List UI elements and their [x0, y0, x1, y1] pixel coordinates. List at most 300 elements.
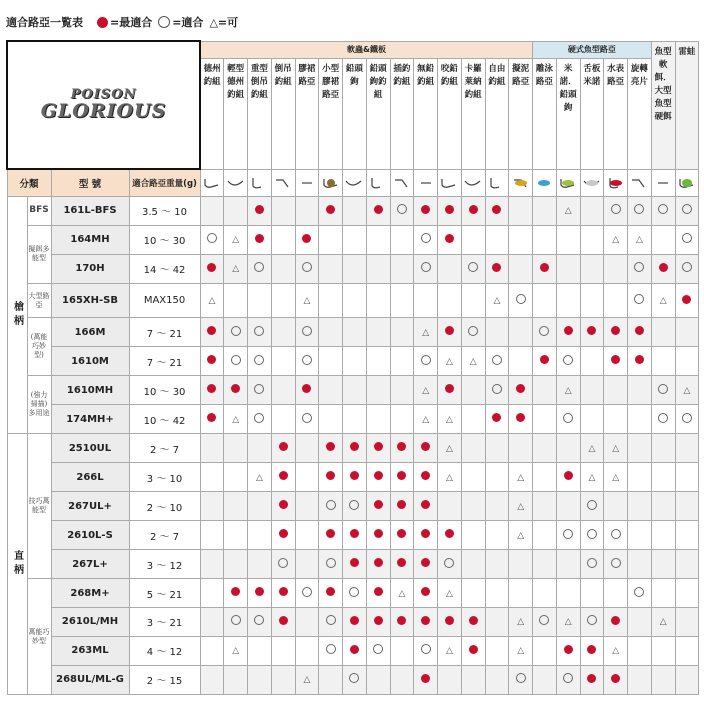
- best-marker-icon: [302, 384, 311, 393]
- mark-cell: [343, 550, 367, 579]
- mark-cell: [319, 434, 343, 463]
- mark-cell: [271, 550, 295, 579]
- mark-cell: [438, 197, 462, 226]
- ok-marker-icon: [231, 615, 241, 625]
- mark-cell: [343, 254, 367, 283]
- mark-cell: [366, 254, 390, 283]
- best-marker-icon: [255, 205, 264, 214]
- mark-cell: [461, 318, 485, 347]
- mark-cell: [485, 665, 509, 694]
- mark-cell: [651, 318, 675, 347]
- ok-marker-icon: [587, 529, 597, 539]
- best-marker-icon: [469, 645, 478, 654]
- best-marker-icon: [231, 384, 240, 393]
- best-marker-icon: [397, 500, 406, 509]
- mark-cell: [580, 636, 604, 665]
- table-row: [7, 608, 699, 637]
- best-marker-icon: [374, 500, 383, 509]
- model-cell: 1610MH: [51, 376, 129, 405]
- mark-cell: [485, 405, 509, 434]
- mark-cell: [580, 579, 604, 608]
- lure-icon-cell: [271, 169, 295, 197]
- mark-cell: [319, 318, 343, 347]
- best-marker-icon: [682, 295, 691, 304]
- weight-cell: 10 ～ 42: [129, 405, 200, 434]
- mark-cell: [414, 492, 438, 521]
- subgroup-label: (萬能巧妙型): [27, 318, 51, 376]
- mark-cell: [414, 225, 438, 254]
- page-title: 適合路亞一覧表: [6, 16, 83, 29]
- header-icon-row: [7, 169, 699, 197]
- mark-cell: [556, 492, 580, 521]
- mark-cell: [651, 550, 675, 579]
- lure-column-header: 倒吊釣組: [271, 58, 295, 169]
- category-header: 分類: [7, 169, 51, 197]
- header-group-row: [7, 41, 699, 58]
- ok-marker-icon: [207, 233, 217, 243]
- possible-marker-icon: △: [659, 617, 667, 628]
- mark-cell: [628, 665, 652, 694]
- possible-marker-icon: △: [232, 264, 240, 275]
- lure-icon-cell: [675, 169, 699, 197]
- mark-cell: [628, 579, 652, 608]
- best-marker-icon: [279, 616, 288, 625]
- possible-marker-icon: △: [517, 646, 525, 657]
- possible-marker-icon: △: [564, 617, 572, 628]
- best-marker-icon: [587, 645, 596, 654]
- jig-head-rig-icon: [368, 175, 388, 191]
- best-marker-icon: [421, 471, 430, 480]
- mark-cell: [295, 492, 319, 521]
- mark-cell: [295, 405, 319, 434]
- ok-marker-icon: [587, 500, 597, 510]
- mark-cell: [580, 197, 604, 226]
- table-row: [7, 579, 699, 608]
- mark-cell: [461, 197, 485, 226]
- best-marker-icon: [350, 442, 359, 451]
- mark-cell: [295, 579, 319, 608]
- possible-marker-icon: △: [659, 296, 667, 307]
- mark-cell: [414, 405, 438, 434]
- mark-cell: [509, 376, 533, 405]
- weight-cell: 2 ～ 10: [129, 492, 200, 521]
- mark-cell: [533, 579, 557, 608]
- mark-cell: [390, 376, 414, 405]
- mark-cell: [295, 550, 319, 579]
- logo-line-1: POISON: [70, 87, 137, 103]
- mark-cell: [438, 608, 462, 637]
- table-row: [7, 636, 699, 665]
- ok-marker-icon: [421, 233, 431, 243]
- mark-cell: [675, 283, 699, 317]
- ok-marker-icon: [587, 558, 597, 568]
- mark-cell: [533, 665, 557, 694]
- mark-cell: [675, 665, 699, 694]
- mark-cell: [438, 254, 462, 283]
- possible-marker-icon: △: [564, 206, 572, 217]
- model-cell: 268M+: [51, 579, 129, 608]
- best-marker-icon: [255, 234, 264, 243]
- mark-cell: [200, 347, 224, 376]
- mark-cell: [200, 318, 224, 347]
- mark-cell: [533, 434, 557, 463]
- lure-column-header: 旋轉亮片: [628, 58, 652, 169]
- mark-cell: [533, 521, 557, 550]
- lure-icon-cell: [319, 169, 343, 197]
- mark-cell: [556, 550, 580, 579]
- mark-cell: [319, 405, 343, 434]
- best-marker-icon: [326, 442, 335, 451]
- rubber-jig-icon: [297, 175, 317, 191]
- mark-cell: [438, 492, 462, 521]
- mark-cell: [580, 665, 604, 694]
- model-cell: 164MH: [51, 225, 129, 254]
- mark-cell: [271, 347, 295, 376]
- lure-column-header: 德州釣組: [200, 58, 224, 169]
- light-texas-rig-icon: [226, 175, 246, 191]
- ok-marker-icon: [539, 615, 549, 625]
- mark-cell: [556, 197, 580, 226]
- mark-cell: [390, 665, 414, 694]
- logo-line-2: GLORIOUS: [40, 99, 167, 122]
- best-marker-icon: [421, 558, 430, 567]
- mark-cell: [414, 254, 438, 283]
- mark-cell: [343, 521, 367, 550]
- mark-cell: [224, 347, 248, 376]
- mark-cell: [200, 463, 224, 492]
- mark-cell: [200, 550, 224, 579]
- mark-cell: [390, 254, 414, 283]
- mark-cell: [248, 376, 272, 405]
- table-row: [7, 347, 699, 376]
- mark-cell: [414, 550, 438, 579]
- possible-marker-icon: △: [422, 327, 430, 338]
- best-marker-icon: [445, 326, 454, 335]
- mark-cell: [580, 434, 604, 463]
- lure-column-header: 卡羅萊納釣組: [461, 58, 485, 169]
- mark-cell: [461, 550, 485, 579]
- mark-cell: [366, 405, 390, 434]
- mark-cell: [343, 608, 367, 637]
- mark-cell: [628, 225, 652, 254]
- mark-cell: [366, 579, 390, 608]
- best-marker-icon: [564, 471, 573, 480]
- mark-cell: [248, 254, 272, 283]
- mark-cell: [533, 318, 557, 347]
- mark-cell: [366, 550, 390, 579]
- mark-cell: [651, 636, 675, 665]
- possible-marker-icon: △: [612, 443, 620, 454]
- possible-marker-icon: △: [469, 356, 477, 367]
- mark-cell: [604, 376, 628, 405]
- best-marker-icon: [611, 326, 620, 335]
- mark-cell: [556, 665, 580, 694]
- lure-icon-cell: [438, 169, 462, 197]
- legend-best-label: =最適合: [110, 16, 153, 29]
- mark-cell: [461, 283, 485, 317]
- table-row: [7, 550, 699, 579]
- ok-marker-icon: [468, 326, 478, 336]
- ok-marker-icon: [563, 673, 573, 683]
- mark-cell: [200, 376, 224, 405]
- swimbait-icon: [534, 175, 554, 191]
- mark-cell: [200, 665, 224, 694]
- mark-cell: [556, 608, 580, 637]
- mark-cell: [248, 608, 272, 637]
- mark-cell: [271, 608, 295, 637]
- lure-column-header: 舌板米諾: [580, 58, 604, 169]
- mark-cell: [319, 608, 343, 637]
- mark-cell: [675, 608, 699, 637]
- mark-cell: [651, 492, 675, 521]
- model-cell: 267L+: [51, 550, 129, 579]
- model-cell: 263ML: [51, 636, 129, 665]
- minnow-jig-icon: [558, 175, 578, 191]
- ok-marker-icon: [158, 16, 170, 28]
- ok-marker-icon: [539, 326, 549, 336]
- model-cell: 2510UL: [51, 434, 129, 463]
- mark-cell: [580, 283, 604, 317]
- ok-marker-icon: [658, 384, 668, 394]
- possible-marker-icon: △: [303, 296, 311, 307]
- ok-marker-icon: [563, 355, 573, 365]
- best-marker-icon: [397, 558, 406, 567]
- mark-cell: [438, 376, 462, 405]
- ok-marker-icon: [254, 355, 264, 365]
- mark-cell: [675, 347, 699, 376]
- possible-marker-icon: △: [422, 385, 430, 396]
- best-marker-icon: [350, 558, 359, 567]
- best-marker-icon: [421, 616, 430, 625]
- best-marker-icon: [279, 471, 288, 480]
- weight-cell: 10 ～ 30: [129, 376, 200, 405]
- ok-marker-icon: [326, 644, 336, 654]
- mark-cell: [343, 283, 367, 317]
- mark-cell: [271, 463, 295, 492]
- mark-cell: [580, 521, 604, 550]
- mark-cell: [224, 665, 248, 694]
- best-marker-icon: [445, 234, 454, 243]
- mark-cell: [485, 636, 509, 665]
- mark-cell: [390, 318, 414, 347]
- mark-cell: [675, 318, 699, 347]
- best-marker-icon: [350, 645, 359, 654]
- mark-cell: [533, 283, 557, 317]
- lure-icon-cell: [485, 169, 509, 197]
- mark-cell: [224, 376, 248, 405]
- mark-cell: [390, 197, 414, 226]
- table-row: [7, 434, 699, 463]
- best-marker-icon: [279, 587, 288, 596]
- model-header: 型 號: [51, 169, 129, 197]
- possible-marker-icon: △: [232, 646, 240, 657]
- mark-cell: [461, 225, 485, 254]
- best-marker-icon: [207, 326, 216, 335]
- mark-cell: [248, 434, 272, 463]
- ok-marker-icon: [302, 326, 312, 336]
- mark-cell: [438, 521, 462, 550]
- mark-cell: [248, 636, 272, 665]
- possible-marker-icon: △: [612, 472, 620, 483]
- mark-cell: [651, 225, 675, 254]
- lure-icon-cell: [604, 169, 628, 197]
- mark-cell: [295, 347, 319, 376]
- ok-marker-icon: [444, 558, 454, 568]
- best-marker-icon: [397, 471, 406, 480]
- mark-cell: [224, 492, 248, 521]
- lure-icon-cell: [509, 169, 533, 197]
- mark-cell: [390, 434, 414, 463]
- mark-cell: [628, 492, 652, 521]
- mark-cell: [224, 550, 248, 579]
- mark-cell: [485, 521, 509, 550]
- mark-cell: [604, 318, 628, 347]
- best-marker-icon: [207, 384, 216, 393]
- best-marker-icon: [611, 355, 620, 364]
- possible-marker-icon: △: [445, 588, 453, 599]
- mark-cell: [485, 463, 509, 492]
- possible-marker-icon: △: [303, 675, 311, 686]
- best-marker-icon: [97, 17, 108, 28]
- mark-cell: [295, 376, 319, 405]
- ok-marker-icon: [397, 204, 407, 214]
- mark-cell: [414, 463, 438, 492]
- ok-marker-icon: [492, 355, 502, 365]
- mark-cell: [533, 376, 557, 405]
- possible-marker-icon: △: [517, 617, 525, 628]
- big-bait-icon: [653, 175, 673, 191]
- lure-column-header: 膠裙路亞: [295, 58, 319, 169]
- lure-column-header: 擬泥路亞: [509, 58, 533, 169]
- best-marker-icon: [445, 384, 454, 393]
- best-marker-icon: [326, 471, 335, 480]
- mark-cell: [271, 197, 295, 226]
- best-marker-icon: [279, 500, 288, 509]
- mark-cell: [509, 636, 533, 665]
- best-marker-icon: [374, 558, 383, 567]
- mark-cell: [604, 463, 628, 492]
- best-marker-icon: [635, 355, 644, 364]
- mark-cell: [366, 521, 390, 550]
- mark-cell: [509, 608, 533, 637]
- mark-cell: [604, 254, 628, 283]
- mark-cell: [319, 254, 343, 283]
- mark-cell: [604, 197, 628, 226]
- mark-cell: [366, 197, 390, 226]
- mark-cell: [628, 434, 652, 463]
- mark-cell: [390, 636, 414, 665]
- mark-cell: [319, 521, 343, 550]
- ok-marker-icon: [682, 233, 692, 243]
- ok-marker-icon: [326, 500, 336, 510]
- mark-cell: [675, 492, 699, 521]
- mark-cell: [438, 225, 462, 254]
- mark-cell: [556, 463, 580, 492]
- mark-cell: [651, 463, 675, 492]
- mark-cell: [414, 434, 438, 463]
- mark-cell: [628, 318, 652, 347]
- mark-cell: [200, 225, 224, 254]
- mark-cell: [390, 550, 414, 579]
- mark-cell: [319, 550, 343, 579]
- lure-icon-cell: [651, 169, 675, 197]
- table-row: [7, 283, 699, 317]
- best-marker-icon: [374, 529, 383, 538]
- best-marker-icon: [207, 355, 216, 364]
- weight-cell: 3 ～ 12: [129, 550, 200, 579]
- ok-marker-icon: [587, 615, 597, 625]
- best-marker-icon: [421, 529, 430, 538]
- weight-cell: MAX150: [129, 283, 200, 317]
- lure-column-header: 鉛頭鉤: [343, 58, 367, 169]
- subgroup-label: 大型路亞: [27, 283, 51, 317]
- mark-cell: [651, 434, 675, 463]
- best-marker-icon: [564, 326, 573, 335]
- mark-cell: [248, 347, 272, 376]
- mark-cell: [438, 434, 462, 463]
- mark-cell: [271, 254, 295, 283]
- table-row: [7, 521, 699, 550]
- mark-cell: [343, 225, 367, 254]
- mark-cell: [271, 283, 295, 317]
- model-cell: 2610L-S: [51, 521, 129, 550]
- best-marker-icon: [374, 442, 383, 451]
- mark-cell: [628, 283, 652, 317]
- legend-possible-label: △=可: [209, 16, 239, 29]
- best-marker-icon: [421, 674, 430, 683]
- best-marker-icon: [326, 205, 335, 214]
- lure-icon-cell: [248, 169, 272, 197]
- best-marker-icon: [397, 616, 406, 625]
- mark-cell: [604, 579, 628, 608]
- table-row: [7, 376, 699, 405]
- topwater-icon: [606, 175, 626, 191]
- mark-cell: [580, 405, 604, 434]
- lure-column-header: 魚型軟餌．大型魚型硬餌: [651, 41, 675, 169]
- possible-marker-icon: △: [422, 414, 430, 425]
- mark-cell: [248, 283, 272, 317]
- table-row: [7, 405, 699, 434]
- lure-icon-cell: [580, 169, 604, 197]
- mark-cell: [533, 225, 557, 254]
- mark-cell: [580, 463, 604, 492]
- ok-marker-icon: [563, 529, 573, 539]
- best-marker-icon: [611, 674, 620, 683]
- mark-cell: [438, 318, 462, 347]
- mark-cell: [556, 434, 580, 463]
- mark-cell: [390, 579, 414, 608]
- mark-cell: [461, 608, 485, 637]
- mark-cell: [200, 405, 224, 434]
- mark-cell: [675, 225, 699, 254]
- mark-cell: [675, 550, 699, 579]
- mark-cell: [604, 492, 628, 521]
- ok-marker-icon: [254, 615, 264, 625]
- mark-cell: [295, 318, 319, 347]
- mark-cell: [580, 347, 604, 376]
- lure-column-header: 鉛頭鉤釣組: [366, 58, 390, 169]
- mark-cell: [675, 405, 699, 434]
- free-rig-icon: [487, 175, 507, 191]
- best-marker-icon: [516, 413, 525, 422]
- weight-cell: 7 ～ 21: [129, 318, 200, 347]
- ok-marker-icon: [516, 673, 526, 683]
- mark-cell: [604, 608, 628, 637]
- best-marker-icon: [445, 529, 454, 538]
- mark-cell: [533, 636, 557, 665]
- lure-icon-cell: [366, 169, 390, 197]
- mark-cell: [343, 318, 367, 347]
